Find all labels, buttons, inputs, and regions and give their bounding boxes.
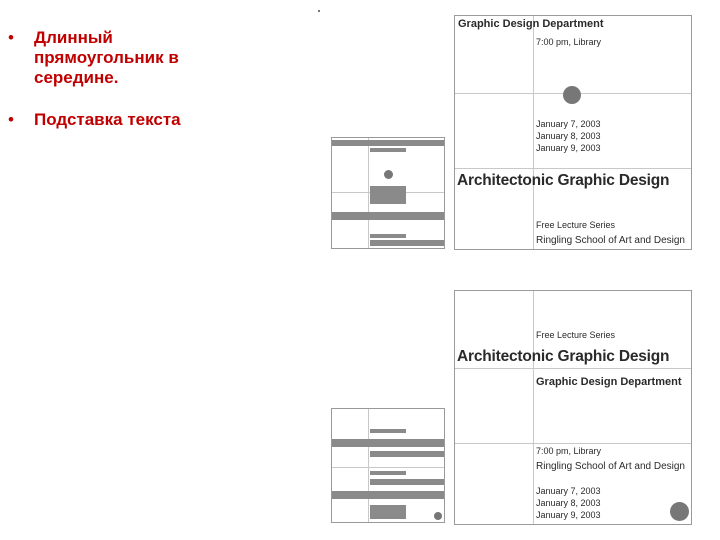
poster-date: January 8, 2003 bbox=[536, 131, 601, 141]
thumb-bar bbox=[370, 479, 444, 485]
thumb-bar bbox=[370, 186, 406, 204]
thumb-bar bbox=[370, 148, 406, 152]
thumb-circle bbox=[434, 512, 442, 520]
grid-line bbox=[533, 291, 534, 524]
poster-date: January 7, 2003 bbox=[536, 119, 601, 129]
poster-department: Graphic Design Department bbox=[458, 18, 604, 30]
poster-bottom bbox=[454, 290, 692, 525]
thumb-bar bbox=[370, 234, 406, 238]
thumb-bar bbox=[370, 471, 406, 475]
bullet-text: Длинный прямоугольник в середине. bbox=[34, 28, 179, 87]
thumb-bar bbox=[332, 439, 444, 447]
grid-line bbox=[332, 467, 444, 468]
grid-line bbox=[368, 138, 369, 248]
grid-line bbox=[455, 443, 691, 444]
thumb-circle bbox=[384, 170, 393, 179]
poster-series: Free Lecture Series bbox=[536, 330, 616, 340]
poster-top bbox=[454, 15, 692, 250]
grid-line bbox=[455, 368, 691, 369]
bullet-text: Подставка текста bbox=[34, 110, 181, 129]
thumb-bar bbox=[332, 212, 444, 220]
poster-date: January 9, 2003 bbox=[536, 143, 601, 153]
poster-date: January 8, 2003 bbox=[536, 498, 601, 508]
speck-decoration bbox=[318, 10, 320, 12]
bullet-marker: • bbox=[8, 110, 14, 129]
poster-time-place: 7:00 pm, Library bbox=[536, 37, 602, 47]
poster-title: Architectonic Graphic Design bbox=[457, 172, 670, 189]
poster-date: January 7, 2003 bbox=[536, 486, 601, 496]
layout-thumbnail-top bbox=[331, 137, 445, 249]
grid-line bbox=[533, 16, 534, 249]
poster-title: Architectonic Graphic Design bbox=[457, 348, 670, 365]
thumb-bar bbox=[370, 451, 444, 457]
poster-time-place: 7:00 pm, Library bbox=[536, 446, 602, 456]
poster-circle bbox=[563, 86, 581, 104]
thumb-bar bbox=[370, 240, 444, 246]
poster-date: January 9, 2003 bbox=[536, 510, 601, 520]
poster-school: Ringling School of Art and Design bbox=[536, 461, 685, 472]
layout-thumbnail-bottom bbox=[331, 408, 445, 523]
thumb-bar bbox=[370, 429, 406, 433]
bullet-marker: • bbox=[8, 28, 14, 47]
thumb-bar bbox=[332, 140, 444, 146]
grid-line bbox=[368, 409, 369, 522]
poster-series: Free Lecture Series bbox=[536, 220, 616, 230]
poster-school: Ringling School of Art and Design bbox=[536, 235, 685, 246]
thumb-bar bbox=[332, 491, 444, 499]
grid-line bbox=[455, 168, 691, 169]
thumb-bar bbox=[370, 505, 406, 519]
poster-circle bbox=[670, 502, 689, 521]
poster-department: Graphic Design Department bbox=[536, 376, 682, 388]
